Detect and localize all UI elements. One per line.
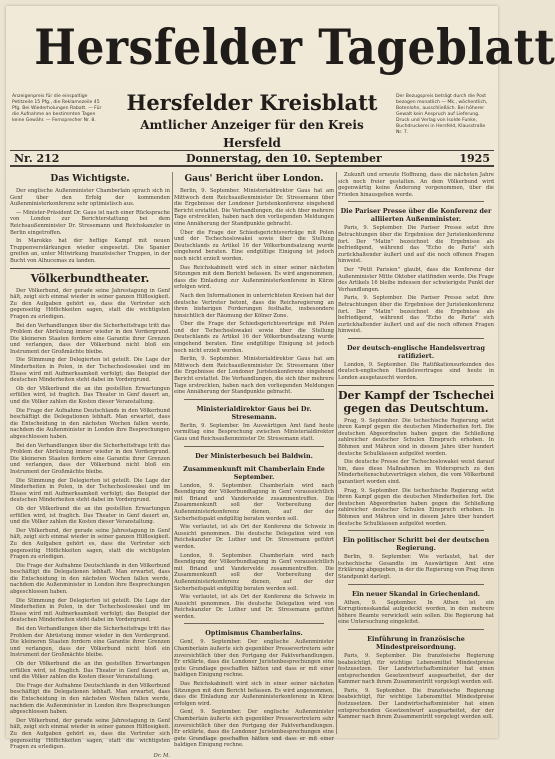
newspaper-page <box>6 6 555 759</box>
subtitle-anzeiger: Amtlicher Anzeiger für den Kreis Hersfeld <box>140 118 364 150</box>
article-paragraph: Bei den Verhandlungen über die Sicherheitsfrage tritt das Problem der Abrüstung immer wieder in den Vordergrund. Die kleineren Staaten fordern eine Garantie ihrer Grenzen und verlangen, dass der Völkerbund nicht bloß ein Instrument der Großmächte bleibe. <box>10 442 170 475</box>
column-left <box>10 172 170 759</box>
issue-date: Donnerstag, den 10. September <box>186 152 382 165</box>
article-paragraph: Ob der Völkerbund die an ihn gestellten Erwartungen erfüllen wird, ist fraglich. Das Theater in Genf dauert an, und die Völker zahlen die Kosten dieser Veranstaltung. <box>10 385 170 406</box>
article-paragraph: Der Völkerbund, der gerade seine Jahrestagung in Genf hält, zeigt sich einmal wieder in seiner ganzen Hilflosigkeit. Zu den Aufgaben gehört es, dass die Vertreter sich gegenseitig Höflichkeiten sagen, statt die wichtigsten Fragen zu erledigen. <box>10 527 170 561</box>
column-middle <box>174 172 334 749</box>
dateline <box>10 150 494 167</box>
article-paragraph: Genf, 9. September. Der englische Außenminister Chamberlain äußerte sich gegenüber Pressevertretern sehr zuversichtlich über den Fortgang der Paktverhandlungen. Er erklärte, dass die Londoner Juristenbesprechungen eine gute Grundlage geschaffen hätten und dass er mit einer baldigen Einigung rechne. <box>174 639 334 679</box>
article-paragraph: Die Frage der Aufnahme Deutschlands in den Völkerbund beschäftigt die Delegationen lebhaft. Man erwartet, dass die Entscheidung in den nächsten Wochen fallen werde, nachdem die Außenminister in London ihre Besprechungen abgeschlossen haben. <box>10 562 170 596</box>
issue-number: Nr. 212 <box>14 152 60 165</box>
article-paragraph: In Marokko hat der heftige Kampf mit neuen Truppenverstärkungen wieder eingesetzt. Die Spanier greifen an, unter Mitwirkung französischer Truppen, in der Bucht von Alhucemas zu landen. <box>10 238 170 264</box>
article-paragraph: Der englische Außenminister Chamberlain sprach sich in Genf über den Erfolg der kommenden Außenministerkonferenz sehr optimistisch aus. <box>10 188 170 208</box>
article-paragraph: Berlin, 9. September. Ministerialdirektor Gaus hat am Mittwoch dem Reichsaußenminister Dr. Stresemann über die Ergebnisse der Londoner Juristenkonferenz eingehend Bericht erstattet. Die Verhandlungen, die sich über mehrere Tage erstreckten, haben nach den vorliegenden Meldungen eine Annäherung der Standpunkte gebracht. <box>174 356 334 396</box>
headline-politischer-schritt: Ein politischer Schritt bei der deutschen Regierung. <box>342 536 490 553</box>
article-paragraph: Die Stimmung der Delegierten ist geteilt. Die Lage der Minderheiten in Polen, in der Tschechoslowakei und im Elsass wird mit Aufmerksamkeit verfolgt; das Beispiel der deutschen Minderheiten steht dabei im Vordergrund. <box>10 477 170 504</box>
section-rule <box>10 268 170 269</box>
headline-wichtigste: Das Wichtigste. <box>50 174 130 184</box>
article-paragraph: Über die Frage der Schiedsgerichtsverträge mit Polen und der Tschechoslowakei sowie über die Stellung Deutschlands zu Artikel 16 der Völkerbundsatzung wurde eingehend beraten. Eine endgültige Einigung ist jedoch noch nicht erzielt worden. <box>174 321 334 354</box>
article-paragraph: Berlin, 9. September. Im Auswärtigen Amt fand heute vormittag eine Besprechung zwischen Ministerialdirektor Gaus und Reichsaußenminister Dr. Stresemann statt. <box>174 422 334 442</box>
section-rule <box>184 623 324 624</box>
subheading <box>116 90 388 152</box>
ear-left-notice: Anzeigenpreis für die einspaltige Petitzeile 15 Pfg., die Reklamezeile 45 Pfg. Bei Wiederholungen Rabatt. — Für die Aufnahme an bestimmten Tagen keine Gewähr. — Fernsprecher Nr. 8. <box>12 94 102 123</box>
headline-skandal: Ein neuer Skandal in Griechenland. <box>351 589 481 598</box>
section-rule <box>348 338 484 339</box>
headline-ministerbesuch: Der Ministerbesuch bei Baldwin. <box>195 451 313 460</box>
article-paragraph: Wie verlautet, ist als Ort der Konferenz die Schweiz in Aussicht genommen. Die deutsche Delegation wird von Reichskanzler Dr. Luther und Dr. Stresemann geführt werden. <box>174 594 334 620</box>
column-divider <box>336 172 337 734</box>
article-paragraph: Das Reichskabinett wird sich in einer seiner nächsten Sitzungen mit dem Bericht befassen. Es wird angenommen, dass die Einladung zur Außenministerkonferenz in Kürze erfolgen wird. <box>174 264 334 291</box>
masthead-title: Hersfelder Tageblatt <box>34 18 555 76</box>
article-paragraph: Athen, 9. September. In Athen ist ein Korruptionsskandal aufgedeckt worden, in den mehrere höhere Beamte verwickelt sein sollen. Die Regierung hat eine Untersuchung eingeleitet. <box>338 599 494 626</box>
article-paragraph: Die deutsche Presse der Tschechoslowakei weist darauf hin, dass diese Maßnahmen im Widerspruch zu den Minderheitenschutzverträgen stehen, die vom Völkerbund garantiert worden sind. <box>338 459 494 485</box>
article-paragraph: Genf, 9. September. Der englische Außenminister Chamberlain äußerte sich gegenüber Pressevertretern sehr zuversichtlich über den Fortgang der Paktverhandlungen. Er erklärte, dass die Londoner Juristenbesprechungen eine gute Grundlage geschaffen hätten und dass er mit einer baldigen Einigung rechne. <box>174 709 334 749</box>
author-signature: Dr. M. <box>153 752 170 759</box>
subheadline-zusammenkunft: Zusammenkunft mit Chamberlain Ende September. <box>183 464 325 481</box>
article-paragraph: Bei den Verhandlungen über die Sicherheitsfrage tritt das Problem der Abrüstung immer wieder in den Vordergrund. Die kleineren Staaten fordern eine Garantie ihrer Grenzen und verlangen, dass der Völkerbund nicht bloß ein Instrument der Großmächte bleibe. <box>10 626 170 659</box>
headline-voelkerbundtheater: Völkerbundtheater. <box>30 271 150 285</box>
subtitle-kreisblatt: Hersfelder Kreisblatt <box>126 90 378 115</box>
article-paragraph: London, 9. September. Chamberlain wird nach Beendigung der Völkerbundtagung in Genf voraussichtlich mit Briand und Vandervelde zusammentreffen. Die Zusammenkunft soll der Vorbereitung der Außenministerkonferenz dienen, auf der der Sicherheitspakt endgültig beraten werden soll. <box>174 482 334 522</box>
section-rule <box>338 385 494 386</box>
headline-gaus-bericht: Gaus' Bericht über London. <box>184 174 324 184</box>
headline-mindestpreis: Einführung in französische Mindestpreisordnung. <box>367 634 465 651</box>
article-paragraph: Die Stimmung der Delegierten ist geteilt. Die Lage der Minderheiten in Polen, in der Tschechoslowakei und im Elsass wird mit Aufmerksamkeit verfolgt; das Beispiel der deutschen Minderheiten steht dabei im Vordergrund. <box>10 597 170 624</box>
section-rule <box>348 530 484 531</box>
article-paragraph: Nach den Informationen in unterrichteten Kreisen hat der deutsche Vertreter betont, dass die Reichsregierung an ihren bisherigen Forderungen festhalte, insbesondere hinsichtlich der Räumung der Kölner Zone. <box>174 292 334 319</box>
headline-handelsvertrag: Der deutsch-englische Handelsvertrag ratifiziert. <box>346 343 486 360</box>
section-rule <box>348 201 484 202</box>
headline-ministerialdirektor: Ministerialdirektor Gaus bei Dr. Stresemann. <box>196 404 312 421</box>
article-paragraph: Der Völkerbund, der gerade seine Jahrestagung in Genf hält, zeigt sich einmal wieder in seiner ganzen Hilflosigkeit. Zu den Aufgaben gehört es, dass die Vertreter sich gegenseitig Höflichkeiten sagen, statt die wichtigsten Fragen zu erledigen. <box>10 287 170 320</box>
section-rule <box>184 446 324 447</box>
headline-optimismus: Optimismus Chamberlains. <box>205 629 303 638</box>
article-paragraph: Die Frage der Aufnahme Deutschlands in den Völkerbund beschäftigt die Delegationen lebhaft. Man erwartet, dass die Entscheidung in den nächsten Wochen fallen werde, nachdem die Außenminister in London ihre Besprechungen abgeschlossen haben. <box>10 407 170 440</box>
article-paragraph: Der Völkerbund, der gerade seine Jahrestagung in Genf hält, zeigt sich einmal wieder in seiner ganzen Hilflosigkeit. Zu den Aufgaben gehört es, dass die Vertreter sich gegenseitig Höflichkeiten sagen, statt die wichtigsten Fragen zu erledigen. <box>10 717 170 751</box>
article-paragraph: Paris, 9. September. Die französische Regierung beabsichtigt, für wichtige Lebensmittel Mindestpreise festzusetzen. Der Landwirtschaftsminister hat einen entsprechenden Gesetzentwurf ausgearbeitet, der der Kammer nach ihrem Zusammentritt vorgelegt werden soll. <box>338 652 494 686</box>
article-paragraph: Prag, 9. September. Die tschechische Regierung setzt ihren Kampf gegen die deutschen Minderheiten fort. Die deutschen Abgeordneten haben gegen die Schließung zahlreicher deutscher Schulen Einspruch erhoben. In Böhmen und Mähren sind in diesem Jahre über hundert deutsche Schulklassen aufgelöst worden. <box>338 487 494 527</box>
article-paragraph: Ob der Völkerbund die an ihn gestellten Erwartungen erfüllen wird, ist fraglich. Das Theater in Genf dauert an, und die Völker zahlen die Kosten dieser Veranstaltung. <box>10 505 170 526</box>
headline-pariser-presse: Die Pariser Presse über die Konferenz der alliierten Außenminister. <box>340 207 492 224</box>
column-right <box>338 172 494 734</box>
article-paragraph: London, 9. September. Die Ratifikationsurkunden des deutsch-englischen Handelsvertrages sind heute in London ausgetauscht worden. <box>338 361 494 382</box>
section-rule <box>348 629 484 630</box>
article-paragraph: Prag, 9. September. Die tschechische Regierung setzt ihren Kampf gegen die deutschen Minderheiten fort. Die deutschen Abgeordneten haben gegen die Schließung zahlreicher deutscher Schulen Einspruch erhoben. In Böhmen und Mähren sind in diesem Jahre über hundert deutsche Schulklassen aufgelöst worden. <box>338 417 494 457</box>
article-paragraph: Paris, 9. September. Die französische Regierung beabsichtigt, für wichtige Lebensmittel Mindestpreise festzusetzen. Der Landwirtschaftsminister hat einen entsprechenden Gesetzentwurf ausgearbeitet, der der Kammer nach ihrem Zusammentritt vorgelegt werden soll. <box>338 687 494 721</box>
article-paragraph: Das Reichskabinett wird sich in einer seiner nächsten Sitzungen mit dem Bericht befassen. Es wird angenommen, dass die Einladung zur Außenministerkonferenz in Kürze erfolgen wird. <box>174 681 334 707</box>
article-paragraph: Die Stimmung der Delegierten ist geteilt. Die Lage der Minderheiten in Polen, in der Tschechoslowakei und im Elsass wird mit Aufmerksamkeit verfolgt; das Beispiel der deutschen Minderheiten steht dabei im Vordergrund. <box>10 357 170 384</box>
article-paragraph: Wie verlautet, ist als Ort der Konferenz die Schweiz in Aussicht genommen. Die deutsche Delegation wird von Reichskanzler Dr. Luther und Dr. Stresemann geführt werden. <box>174 524 334 550</box>
article-paragraph: Über die Frage der Schiedsgerichtsverträge mit Polen und der Tschechoslowakei sowie über die Stellung Deutschlands zu Artikel 16 der Völkerbundsatzung wurde eingehend beraten. Eine endgültige Einigung ist jedoch noch nicht erzielt worden. <box>174 229 334 262</box>
section-rule <box>184 399 324 400</box>
article-paragraph: — Minister-Präsident Dr. Gaus ist nach einer Rücksprache von London zur Berichterstattung bei dem Reichsaußenminister Dr. Stresemann und Reichskanzler in Berlin eingetroffen. <box>10 209 170 236</box>
article-paragraph: Paris, 9. September. Die Pariser Presse setzt ihre Betrachtungen über die Ergebnisse der Juristenkonferenz fort. Der "Matin" bezeichnet die Ergebnisse als befriedigend, während das "Echo de Paris" sich zurückhaltender äußert und auf die noch offenen Fragen hinweist. <box>338 295 494 335</box>
article-paragraph: Ob der Völkerbund die an ihn gestellten Erwartungen erfüllen wird, ist fraglich. Das Theater in Genf dauert an, und die Völker zahlen die Kosten dieser Veranstaltung. <box>10 661 170 681</box>
article-paragraph: Paris, 9. September. Die Pariser Presse setzt ihre Betrachtungen über die Ergebnisse der Juristenkonferenz fort. Der "Matin" bezeichnet die Ergebnisse als befriedigend, während das "Echo de Paris" sich zurückhaltender äußert und auf die noch offenen Fragen hinweist. <box>338 225 494 265</box>
article-paragraph: Bei den Verhandlungen über die Sicherheitsfrage tritt das Problem der Abrüstung immer wieder in den Vordergrund. Die kleineren Staaten fordern eine Garantie ihrer Grenzen und verlangen, dass der Völkerbund nicht bloß ein Instrument der Großmächte bleibe. <box>10 322 170 355</box>
article-paragraph: Berlin, 9. September. Ministerialdirektor Gaus hat am Mittwoch dem Reichsaußenminister Dr. Stresemann über die Ergebnisse der Londoner Juristenkonferenz eingehend Bericht erstattet. Die Verhandlungen, die sich über mehrere Tage erstreckten, haben nach den vorliegenden Meldungen eine Annäherung der Standpunkte gebracht. <box>174 188 334 227</box>
section-rule <box>348 584 484 585</box>
column-divider <box>172 172 173 734</box>
article-paragraph: London, 9. September. Chamberlain wird nach Beendigung der Völkerbundtagung in Genf voraussichtlich mit Briand und Vandervelde zusammentreffen. Die Zusammenkunft soll der Vorbereitung der Außenministerkonferenz dienen, auf der der Sicherheitspakt endgültig beraten werden soll. <box>174 552 334 592</box>
article-paragraph: Berlin, 9. September. Wie verlautet, hat der tschechische Gesandte im Auswärtigen Amt eine Erklärung abgegeben, in der die Regierung von Prag ihren Standpunkt darlegt. <box>338 554 494 580</box>
article-paragraph: Die Frage der Aufnahme Deutschlands in den Völkerbund beschäftigt die Delegationen lebhaft. Man erwartet, dass die Entscheidung in den nächsten Wochen fallen werde, nachdem die Außenminister in London ihre Besprechungen abgeschlossen haben. <box>10 682 170 716</box>
headline-kampf-tschechei: Der Kampf der Tschechei gegen das Deutschtum. <box>338 388 494 415</box>
article-paragraph: Der "Petit Parisien" glaubt, dass die Konferenz der Außenminister Mitte Oktober stattfinden werde. Die Frage des Artikels 16 bleibe indessen der schwierigste Punkt der Verhandlungen. <box>338 266 494 293</box>
ear-right-notice: Der Bezugspreis beträgt durch die Post bezogen monatlich — Mk., wöchentlich, Botenlohn, ausschließlich. Bei höherer Gewalt kein Anspruch auf Lieferung. Druck und Verlag von Isolde Funke, Buchdruckerei in Hersfeld, Klausstraße Nr. 7. <box>396 94 488 135</box>
article-paragraph: Zukunft und erneute Hoffnung, dass die nächsten Jahre sich noch freier gestalten. An dem Völkerbund wird gegenwärtig keine Änderung vorgenommen, über die Frieden hinausgehen werde. <box>338 172 494 198</box>
issue-year: 1925 <box>459 152 490 165</box>
